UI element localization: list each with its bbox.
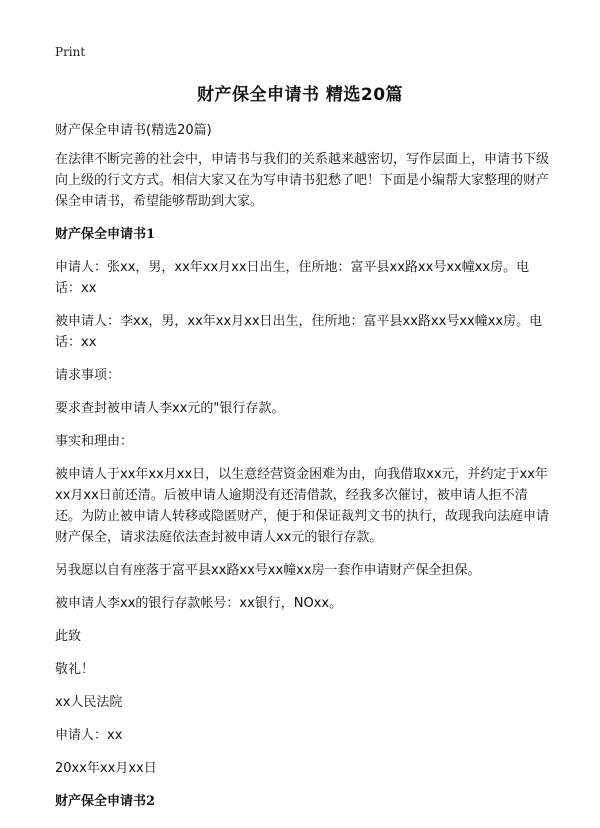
print-link[interactable]: Print (55, 45, 86, 59)
guarantee-paragraph: 另我愿以自有座落于富平县xx路xx号xx幢xx房一套作申请财产保全担保。 (55, 563, 481, 578)
closing-line-2: 敬礼！ (55, 662, 95, 677)
intro-paragraph: 在法律不断完善的社会中，申请书与我们的关系越来越密切，写作层面上，申请书下级向上级的行文方式。相信大家又在为写申请书犯愁了吧！下面是小编帮大家整理的财产保全申请书，希望能够帮助到大家。 (55, 152, 550, 209)
facts-label: 事实和理由： (55, 434, 134, 449)
request-paragraph: 要求查封被申请人李xx元的"银行存款。 (55, 401, 285, 416)
page-title: 财产保全申请书 精选20篇 (196, 85, 404, 105)
section-heading-1: 财产保全申请书1 (55, 227, 156, 242)
section-heading-2: 财产保全申请书2 (55, 794, 156, 809)
applicant-paragraph: 申请人：张xx，男，xx年xx月xx日出生，住所地：富平县xx路xx号xx幢xx房。电话：xx (55, 260, 530, 296)
respondent-paragraph: 被申请人：李xx，男，xx年xx月xx日出生，住所地：富平县xx路xx号xx幢xx房。电话：xx (55, 314, 543, 350)
date-line: 20xx年xx月xx日 (55, 761, 157, 776)
document-subtitle: 财产保全申请书(精选20篇) (55, 123, 212, 138)
request-label: 请求事项： (55, 368, 121, 383)
document-body (55, 120, 550, 824)
signature-line: 申请人：xx (55, 728, 123, 743)
facts-paragraph: 被申请人于xx年xx月xx日，以生意经营资金困难为由，向我借取xx元，并约定于xx年xx月xx日前还清。后被申请人逾期没有还清借款，经我多次催讨，被申请人拒不清还。为防止被申请人转移或隐匿财产，便于和保证裁判文书的执行，故现我向法庭申请财产保全，请求法庭依法查封被申请人xx元的银行存款。 (55, 467, 550, 545)
closing-line-1: 此致 (55, 629, 82, 644)
court-name: xx人民法院 (55, 695, 123, 710)
account-paragraph: 被申请人李xx的银行存款帐号：xx银行，NOxx。 (55, 596, 343, 611)
